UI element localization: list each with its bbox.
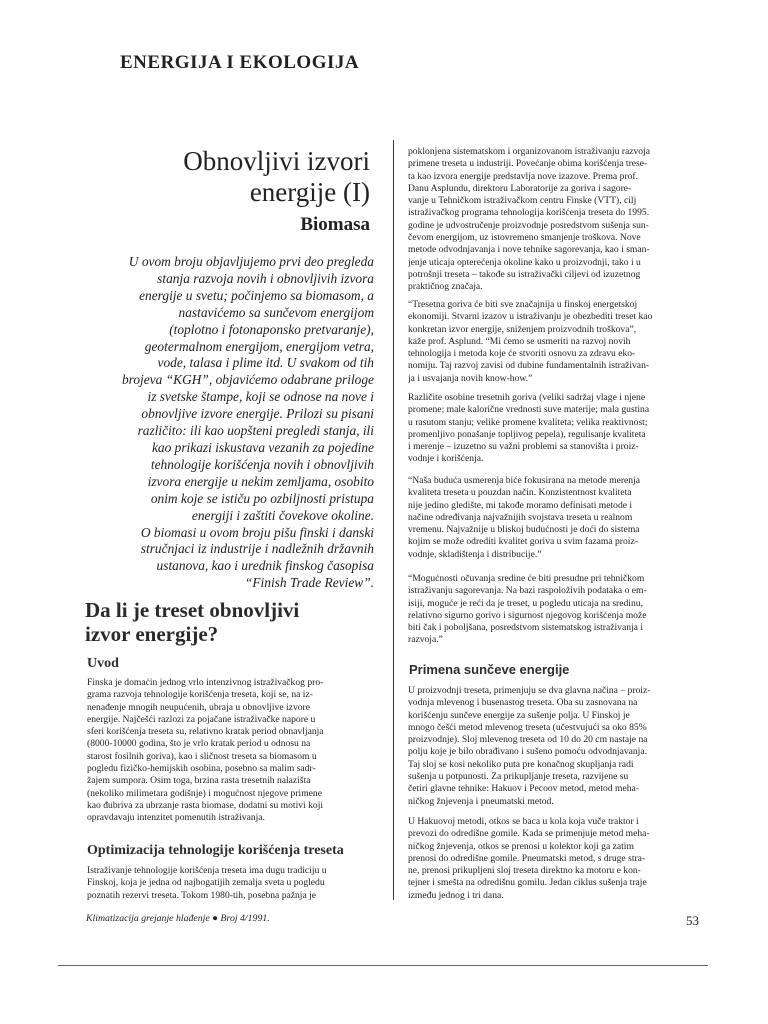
lead-line: stanja razvoja novih i obnovljivih izvora <box>157 270 374 286</box>
body-line: Taj sloj se kosi nekoliko puta pre konačnog skupljanja radi <box>408 758 634 770</box>
body-line: poznatih rezervi treseta. Tokom 1980-tih, posebna pažnja je <box>87 889 317 901</box>
article-heading <box>85 598 375 646</box>
lead-line: vode, talasa i plime itd. U svakom od tih <box>157 355 374 371</box>
body-line: nenađenje mnogih neupućenih, ubraja u obnovljive izvore <box>87 701 310 713</box>
body-line: prenosi do odredišne gomile. Pneumatski metod, s druge stra- <box>408 852 646 864</box>
body-line: praktičnog značaja. <box>408 281 483 293</box>
body-line: mnogo češći metod mlevenog treseta (učestvujući sa oko 85% <box>408 721 647 733</box>
body-line: promene; male kalorične vrednosti suve materije; mala gustina <box>408 404 650 416</box>
body-line: biti čak i poboljšana, posredstvom sistematskog istraživanja i <box>408 622 644 634</box>
lead-line: U ovom broju objavljujemo prvi deo pregleda <box>128 254 374 269</box>
column-divider <box>393 140 394 900</box>
body-line: poklonjena sistematskom i organizovanom istraživanju razvoja <box>408 146 651 157</box>
lead-line: energiji i zaštiti čovekove okoline. <box>191 507 374 523</box>
uvod-heading: Uvod <box>87 656 119 671</box>
body-line: istraživanju sagorevanja. Na bazi raspoloživih podataka o em- <box>408 585 647 597</box>
body-line: kvaliteta treseta u pouzdan način. Konzistentnost kvaliteta <box>408 487 632 499</box>
body-line: (8000-10000 godina, što je vrlo kratak period u odnosu na <box>87 738 311 750</box>
lead-line: tehnologije korišćenja novih i obnovljivih <box>150 456 374 472</box>
right-paragraph-3 <box>408 392 698 466</box>
page-number: 53 <box>686 913 699 928</box>
lead-line: iz svetske štampe, koji se odnose na nove i <box>147 389 374 405</box>
lead-line: izvora energije u nekim zemljama, osobito <box>147 473 374 489</box>
body-line: i merenje – izuzetno su važni problemi sa stanovišta i proiz- <box>408 441 639 453</box>
primena-paragraph-1 <box>408 685 698 808</box>
body-line: polju koje je bilo obrađivano i sušeno pomoću odvodnjavanja. <box>408 746 648 758</box>
body-line: ne, prenosi prikupljeni sloj treseta direktno ka motoru e kon- <box>408 865 641 877</box>
body-line: četiri glavne tehnike: Hakuov i Pecoov metod, metod meha- <box>408 783 639 795</box>
journal-footer: Klimatizacija grejanje hlađenje ● Broj 4/1991. <box>86 913 270 924</box>
lead-line: nastavićemo sa sunčevom energijom <box>178 304 374 320</box>
article-title <box>100 146 370 208</box>
lead-line: kao prikazi iskustava vezanih za pojedine <box>151 439 374 455</box>
primena-heading: Primena sunčeve energije <box>409 662 570 677</box>
lead-line: O biomasi u ovom broju pišu finski i danski <box>140 524 374 540</box>
body-line: U Hakuovoj metodi, otkos se baca u kola koja vuče traktor i <box>408 816 639 827</box>
body-line: vanje u Tehničkom istraživačkom centru Finske (VTT), cilj <box>408 195 637 207</box>
lead-line: stručnjaci iz industrije i nadležnih državnih <box>140 541 374 557</box>
lead-line: (toplotno i fotonaponsko pretvaranje), <box>169 321 374 337</box>
body-line: Finska je domaćin jednog vrlo intenzivnog istraživačkog pro- <box>87 677 324 688</box>
body-line: promenljivo ponašanje topljivog pepela), regulisanje kvaliteta <box>408 428 646 440</box>
body-line: istraživačkog programa tehnologija korišćenja treseta do 1995. <box>408 207 650 219</box>
body-line: prevozi do odredišne gomile. Kada se primenjuje metod meha- <box>408 828 650 840</box>
right-paragraph-2 <box>408 299 698 385</box>
body-line: vremenu. Najvažnije u bliskoj budućnosti je doći do sistema <box>408 524 640 536</box>
body-line: godine je udvostručenje proizvodnje posredstvom sušenja sun- <box>408 219 649 231</box>
body-line: žajem sumpora. Osim toga, brzina rasta tresetnih nalazišta <box>87 775 311 787</box>
body-line: kaže prof. Asplund. “Mi ćemo se usmeriti na razvoj novih <box>408 335 631 347</box>
lead-paragraph <box>92 254 374 592</box>
body-line: vodnja mlevenog i busenastog treseta. Oba su zasnovana na <box>408 697 638 709</box>
body-line: pogledu fizičko-hemijskih osobina, posebno sa malim sadr- <box>87 763 316 775</box>
body-line: konkretan izvor energije, sniženjem proizvodnih troškova”, <box>408 323 637 335</box>
body-line: metode odvodnjavanja i nove tehnike sagorevanja, kao i sman- <box>408 244 650 256</box>
body-line: ta kao izvora energije predstavlja nove izazove. Prema prof. <box>408 170 638 182</box>
lead-line: “Finish Trade Review”. <box>244 575 374 591</box>
body-line: opravdavaju intenzitet pomenutih istraživanja. <box>87 812 265 824</box>
primena-paragraph-2 <box>408 816 698 902</box>
body-line: čevom energijom, uz istovremeno smanjenje troškova. Nove <box>408 232 641 244</box>
article-subtitle: Biomasa <box>300 214 370 235</box>
body-line: proizvodnje). Sloj mlevenog treseta od 10 do 20 cm nastaje na <box>408 734 648 746</box>
lead-line: obnovljive izvore energije. Prilozi su pisani <box>141 406 374 422</box>
body-line: nomiju. Taj razvoj zavisi od dubine fundamentalnih istraživan- <box>408 360 650 372</box>
body-line: kojim se može odrediti kvalitet goriva u svim fazama proiz- <box>408 536 638 548</box>
body-line: nije jedino gledište, mi takođe moramo definisati metode i <box>408 499 633 511</box>
body-line: vodnje i korišćenja. <box>408 453 484 465</box>
right-paragraph-5 <box>408 573 698 647</box>
lead-line: geotermalnom energijom, energijom vetra, <box>144 338 374 354</box>
body-line: vodnje, skladištenja i distribucije.” <box>408 548 542 560</box>
optimizacija-paragraph <box>87 865 375 902</box>
lead-line: onim koje se ističu po ozbiljnosti pristupa <box>150 490 374 506</box>
body-line: U proizvodnji treseta, primenjuju se dva glavna načina – proiz- <box>408 685 651 696</box>
heading-line: Da li je treset obnovljivi <box>85 598 300 622</box>
lead-line: energije u svetu; počinjemo sa biomasom, a <box>139 287 374 303</box>
body-line: starost fosilnih goriva), kao i sličnost treseta sa biomasom u <box>87 750 317 762</box>
body-line: kao đubriva za ubrzanje rasta biomase, dodatni su motivi koji <box>87 799 324 811</box>
body-line: sferi korišćenja treseta su, relativno kratak period obnavljanja <box>87 726 324 738</box>
optimizacija-heading: Optimizacija tehnologije korišćenja treseta <box>87 843 344 858</box>
body-line: “Tresetna goriva će biti sve značajnija u finskoj energetskoj <box>408 299 638 310</box>
body-line: tehnologija i metoda koje će stvoriti osnovu za zdravu eko- <box>408 348 636 360</box>
body-line: “Naša buduća usmerenja biće fokusirana na metode merenja <box>408 475 641 486</box>
section-header: ENERGIJA I EKOLOGIJA <box>120 52 360 73</box>
right-paragraph-1 <box>408 146 698 294</box>
body-line: Finskoj, koja je jedna od najbogatijih zemalja sveta u pogledu <box>87 877 325 889</box>
body-line: tejner i smešta na odredišnu gomilu. Jedan ciklus sušenja traje <box>408 877 647 889</box>
body-line: Različite osobine tresetnih goriva (veliki sadržaj vlage i njene <box>408 392 646 403</box>
body-line: korišćenju sunčeve energije za sušenje polja. U Finskoj je <box>408 709 630 721</box>
page-edge-divider <box>58 965 708 966</box>
body-line: Istraživanje tehnologije korišćenja treseta ima dugu tradiciju u <box>87 865 327 876</box>
lead-line: brojeva “KGH”, objavićemo odabrane priloge <box>121 372 374 388</box>
body-line: ja i usvajanja novih know-how.” <box>408 372 533 384</box>
lead-line: ustanova, kao i urednik finskog časopisa <box>156 558 374 574</box>
body-line: relativno sigurno gorivo i sigurnost njegovog korišćenja može <box>408 609 647 621</box>
uvod-paragraph <box>87 677 375 825</box>
body-line: grama razvoja tehnologije korišćenja treseta, koji se, na iz- <box>87 689 313 701</box>
lead-line: različito: ili kao uopšteni pregledi stanja, ili <box>137 423 374 439</box>
body-line: načine određivanja najvažnijih svojstava treseta u realnom <box>408 511 633 523</box>
body-line: (nekoliko milimetara godišnje) i mogućnost njegove primene <box>87 787 322 799</box>
body-line: isiji, moguće je reći da je treset, u pogledu uticaja na sredinu, <box>408 597 643 609</box>
title-line: Obnovljivi izvori <box>183 146 370 176</box>
body-line: razvoja.” <box>408 634 443 646</box>
body-line: jenje uticaja opterećenja okoline kako u proizvodnji, tako i u <box>408 256 641 268</box>
body-line: između jednog i tri dana. <box>408 889 504 901</box>
body-line: energije. Najčešći razlozi za pojačane istraživačke napore u <box>87 713 316 725</box>
body-line: ničkog žnjevenja, otkos se prenosi u kolektor koji ga zatim <box>408 840 634 852</box>
body-line: Danu Asplundu, direktoru Laboratorije za goriva i sagore- <box>408 182 632 194</box>
body-line: u rasutom stanju; velike promene kvaliteta; velika reaktivnost; <box>408 416 648 428</box>
title-line: energije (I) <box>249 177 370 207</box>
body-line: primene treseta u industriji. Povećanje obima korišćenja trese- <box>408 158 648 170</box>
right-paragraph-4 <box>408 475 698 561</box>
heading-line: izvor energije? <box>85 622 219 646</box>
body-line: “Mogućnosti očuvanja sredine će biti presudne pri tehničkom <box>408 573 645 584</box>
body-line: potrošnji treseta – takođe su istraživački ciljevi od izuzetnog <box>408 268 641 280</box>
body-line: ekonomiji. Stvarni izazov u istraživanju je obezbediti treset kao <box>408 311 653 323</box>
body-line: ničkog žnjevenja i pneumatski metod. <box>408 795 554 807</box>
body-line: sušenja u potpunosti. Za prikupljanje treseta, razvijene su <box>408 771 629 783</box>
